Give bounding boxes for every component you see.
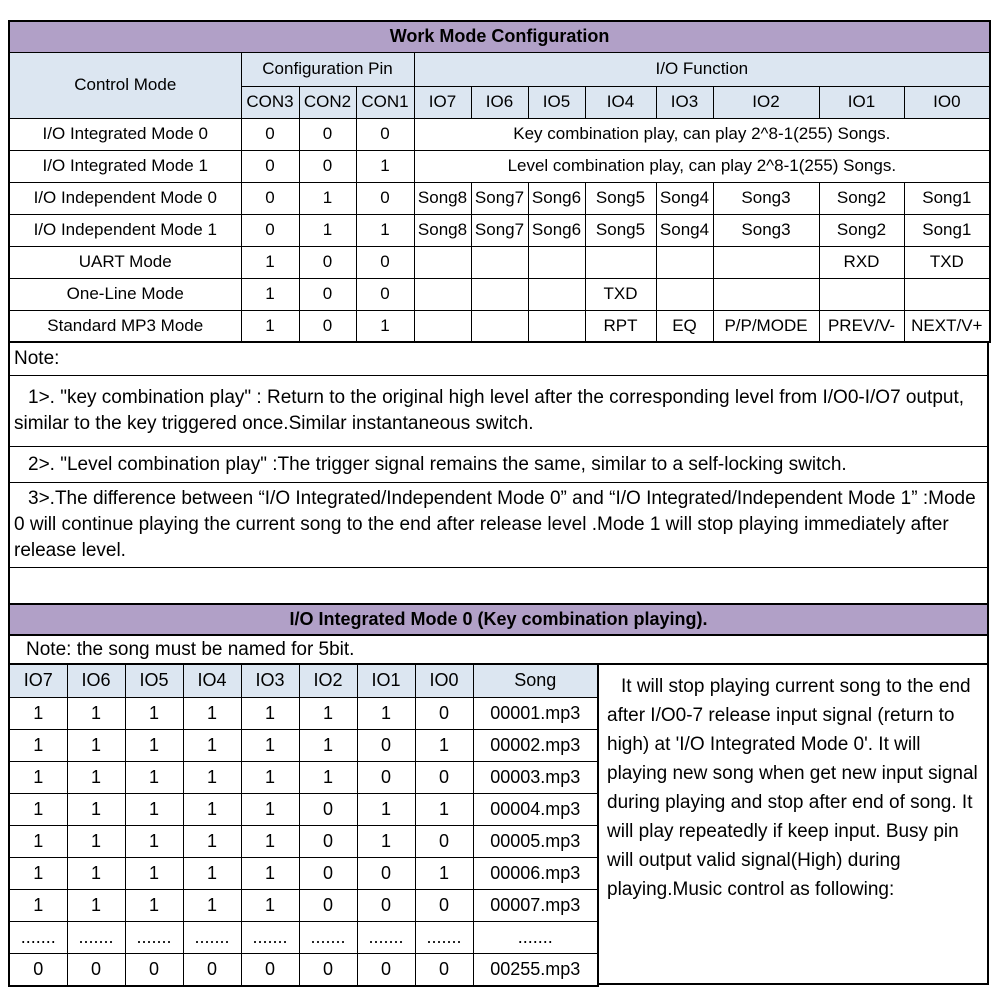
- bit-table-row: [9, 922, 598, 954]
- bit-value-cell: 1: [9, 890, 67, 922]
- con-value-cell: 1: [241, 310, 299, 342]
- bit-value-cell: 1: [67, 858, 125, 890]
- bit-value-cell: .......: [357, 922, 415, 954]
- bit-value-cell: 1: [183, 730, 241, 762]
- io-value-cell: [528, 246, 585, 278]
- io-value-cell: [819, 278, 904, 310]
- bit-table-row: [9, 730, 598, 762]
- bit-value-cell: 1: [9, 762, 67, 794]
- bit-value-cell: 1: [415, 794, 473, 826]
- io-value-cell: [713, 246, 819, 278]
- io-value-cell: [414, 278, 471, 310]
- bit-value-cell: .......: [183, 922, 241, 954]
- io-mode0-body: [8, 663, 989, 987]
- song-name-cell: 00002.mp3: [473, 730, 598, 762]
- io-value-cell: RXD: [819, 246, 904, 278]
- io-value-cell: P/P/MODE: [713, 310, 819, 342]
- io-function-span-cell: Level combination play, can play 2^8-1(255) Songs.: [414, 150, 990, 182]
- con-value-cell: 1: [356, 150, 414, 182]
- work-mode-title: Work Mode Configuration: [9, 21, 990, 52]
- con-value-cell: 1: [299, 214, 356, 246]
- note-item-3: 3>.The difference between “I/O Integrated/Independent Mode 0” and “I/O Integrated/Independent Mode 1” :Mode 0 will continue playing the current song to the end after release level .Mode 1 will stop playing immediately after release level.: [9, 483, 988, 568]
- bit-value-cell: 1: [125, 858, 183, 890]
- con-value-cell: 1: [356, 214, 414, 246]
- con-value-cell: 0: [299, 150, 356, 182]
- bit-value-cell: 0: [357, 954, 415, 986]
- note-item-row: [9, 376, 988, 447]
- bit-value-cell: 0: [299, 858, 357, 890]
- io-value-cell: [585, 246, 656, 278]
- con-value-cell: 0: [356, 246, 414, 278]
- bit-value-cell: 1: [67, 794, 125, 826]
- io-value-cell: Song5: [585, 182, 656, 214]
- io-mode0-title: I/O Integrated Mode 0 (Key combination playing).: [8, 603, 989, 636]
- bit-value-cell: 1: [125, 794, 183, 826]
- bit-value-cell: 0: [241, 954, 299, 986]
- io-value-cell: NEXT/V+: [904, 310, 990, 342]
- con-value-cell: 0: [356, 278, 414, 310]
- bit-value-cell: 1: [357, 794, 415, 826]
- con-value-cell: 0: [241, 118, 299, 150]
- notes-label-row: [9, 342, 988, 376]
- work-mode-row: [9, 246, 990, 278]
- io-value-cell: [471, 310, 528, 342]
- bit-table-row: [9, 890, 598, 922]
- bit-table-row: [9, 858, 598, 890]
- io-header-cell: IO0: [904, 86, 990, 118]
- io-value-cell: Song6: [528, 182, 585, 214]
- io-function-header: I/O Function: [414, 52, 990, 86]
- bit-header-cell: IO2: [299, 664, 357, 698]
- bit-value-cell: 1: [9, 698, 67, 730]
- con-value-cell: 1: [241, 246, 299, 278]
- io-value-cell: Song3: [713, 214, 819, 246]
- notes-table: [8, 341, 989, 605]
- bit-value-cell: .......: [241, 922, 299, 954]
- con-pin-header-cell: CON3: [241, 86, 299, 118]
- con-value-cell: 0: [299, 310, 356, 342]
- io-value-cell: [904, 278, 990, 310]
- bit-value-cell: 0: [125, 954, 183, 986]
- control-mode-cell: One-Line Mode: [9, 278, 241, 310]
- io-value-cell: [656, 278, 713, 310]
- bit-value-cell: 0: [299, 826, 357, 858]
- bit-value-cell: 1: [125, 698, 183, 730]
- bit-value-cell: 0: [299, 954, 357, 986]
- bit-value-cell: 1: [241, 826, 299, 858]
- bit-value-cell: 1: [357, 698, 415, 730]
- bit-value-cell: 0: [357, 890, 415, 922]
- bit-header-cell: Song: [473, 664, 598, 698]
- io-value-cell: Song3: [713, 182, 819, 214]
- note-item-1: 1>. "key combination play" : Return to the original high level after the corresponding level from I/O0-I/O7 output, similar to the key triggered once.Similar instantaneous switch.: [9, 376, 988, 447]
- io-value-cell: Song8: [414, 214, 471, 246]
- bit-value-cell: 1: [241, 698, 299, 730]
- bit-header-cell: IO0: [415, 664, 473, 698]
- work-mode-row: [9, 182, 990, 214]
- bit-value-cell: 0: [9, 954, 67, 986]
- bit-value-cell: 1: [9, 826, 67, 858]
- note-item-2: 2>. "Level combination play" :The trigger signal remains the same, similar to a self-locking switch.: [9, 447, 988, 483]
- bit-value-cell: 1: [357, 826, 415, 858]
- bit-table-row: [9, 794, 598, 826]
- bit-value-cell: 1: [415, 858, 473, 890]
- con-pin-header-cell: CON1: [356, 86, 414, 118]
- bit-value-cell: 0: [415, 954, 473, 986]
- con-value-cell: 0: [356, 118, 414, 150]
- bit-header-cell: IO4: [183, 664, 241, 698]
- bit-value-cell: 1: [67, 890, 125, 922]
- io-value-cell: Song7: [471, 182, 528, 214]
- bit-value-cell: 1: [415, 730, 473, 762]
- bit-value-cell: 1: [183, 762, 241, 794]
- io-header-cell: IO5: [528, 86, 585, 118]
- work-mode-title-row: [9, 21, 990, 52]
- work-mode-body: [9, 118, 990, 342]
- io-header-cell: IO1: [819, 86, 904, 118]
- io-value-cell: TXD: [585, 278, 656, 310]
- io-value-cell: Song5: [585, 214, 656, 246]
- song-name-cell: .......: [473, 922, 598, 954]
- con-value-cell: 1: [356, 310, 414, 342]
- bit-value-cell: 1: [9, 858, 67, 890]
- work-mode-row: [9, 150, 990, 182]
- group-header-row: [9, 52, 990, 86]
- io-value-cell: [713, 278, 819, 310]
- bit-value-cell: 0: [357, 762, 415, 794]
- control-mode-cell: I/O Integrated Mode 1: [9, 150, 241, 182]
- bit-header-cell: IO6: [67, 664, 125, 698]
- notes-empty-cell: [9, 568, 988, 604]
- note-item-row: [9, 447, 988, 483]
- io-value-cell: [528, 310, 585, 342]
- bit-value-cell: 1: [241, 730, 299, 762]
- control-mode-cell: Standard MP3 Mode: [9, 310, 241, 342]
- con-value-cell: 1: [299, 182, 356, 214]
- control-mode-header: Control Mode: [9, 52, 241, 118]
- io-value-cell: [528, 278, 585, 310]
- bit-value-cell: 1: [299, 730, 357, 762]
- bit-value-cell: 1: [241, 858, 299, 890]
- con-value-cell: 0: [241, 182, 299, 214]
- bit-value-cell: 1: [67, 762, 125, 794]
- bit-value-cell: 1: [9, 794, 67, 826]
- bit-value-cell: 0: [415, 698, 473, 730]
- bit-value-cell: .......: [9, 922, 67, 954]
- bit-table-header-row: [9, 664, 598, 698]
- song-name-cell: 00007.mp3: [473, 890, 598, 922]
- song-name-cell: 00005.mp3: [473, 826, 598, 858]
- bit-value-cell: .......: [299, 922, 357, 954]
- notes-empty-row: [9, 568, 988, 604]
- bit-value-cell: 1: [125, 890, 183, 922]
- bit-value-cell: 1: [241, 762, 299, 794]
- bit-value-cell: 0: [299, 890, 357, 922]
- io-value-cell: Song1: [904, 214, 990, 246]
- work-mode-row: [9, 214, 990, 246]
- bit-value-cell: 0: [183, 954, 241, 986]
- bit-value-cell: 1: [183, 826, 241, 858]
- bit-value-cell: 1: [183, 794, 241, 826]
- bit-song-table: [8, 663, 599, 987]
- io-header-cell: IO7: [414, 86, 471, 118]
- work-mode-table: [8, 20, 991, 343]
- control-mode-cell: I/O Integrated Mode 0: [9, 118, 241, 150]
- mode0-description: It will stop playing current song to the end after I/O0-7 release input signal (return to high) at 'I/O Integrated Mode 0'. It will playing new song when get new input signal during playing and stop after end of song. It will play repeatedly if keep input. Busy pin will output valid signal(High) during playing.Music control as following:: [597, 663, 989, 985]
- bit-value-cell: .......: [67, 922, 125, 954]
- bit-value-cell: 0: [415, 890, 473, 922]
- io-header-cell: IO3: [656, 86, 713, 118]
- con-pin-header-cell: CON2: [299, 86, 356, 118]
- bit-header-cell: IO5: [125, 664, 183, 698]
- con-value-cell: 0: [241, 214, 299, 246]
- io-value-cell: [414, 310, 471, 342]
- io-mode0-note: Note: the song must be named for 5bit.: [8, 634, 989, 665]
- control-mode-cell: UART Mode: [9, 246, 241, 278]
- io-value-cell: Song7: [471, 214, 528, 246]
- bit-value-cell: 0: [299, 794, 357, 826]
- bit-header-cell: IO7: [9, 664, 67, 698]
- io-header-cell: IO2: [713, 86, 819, 118]
- io-value-cell: EQ: [656, 310, 713, 342]
- bit-value-cell: 1: [241, 890, 299, 922]
- datasheet-page: [8, 20, 989, 987]
- bit-value-cell: 0: [67, 954, 125, 986]
- con-value-cell: 0: [299, 278, 356, 310]
- bit-table-row: [9, 954, 598, 986]
- bit-value-cell: 1: [183, 890, 241, 922]
- con-value-cell: 0: [299, 118, 356, 150]
- io-value-cell: Song2: [819, 214, 904, 246]
- bit-value-cell: 0: [357, 730, 415, 762]
- bit-value-cell: 1: [67, 698, 125, 730]
- bit-value-cell: 1: [183, 698, 241, 730]
- io-value-cell: Song4: [656, 182, 713, 214]
- bit-table-row: [9, 826, 598, 858]
- io-value-cell: Song2: [819, 182, 904, 214]
- configuration-pin-header: Configuration Pin: [241, 52, 414, 86]
- song-name-cell: 00255.mp3: [473, 954, 598, 986]
- song-name-cell: 00003.mp3: [473, 762, 598, 794]
- io-value-cell: Song6: [528, 214, 585, 246]
- io-value-cell: [414, 246, 471, 278]
- bit-value-cell: 1: [9, 730, 67, 762]
- bit-header-cell: IO1: [357, 664, 415, 698]
- io-header-cell: IO4: [585, 86, 656, 118]
- work-mode-row: [9, 278, 990, 310]
- con-value-cell: 0: [299, 246, 356, 278]
- io-function-span-cell: Key combination play, can play 2^8-1(255) Songs.: [414, 118, 990, 150]
- song-name-cell: 00004.mp3: [473, 794, 598, 826]
- con-value-cell: 0: [241, 150, 299, 182]
- con-value-cell: 1: [241, 278, 299, 310]
- bit-value-cell: 0: [357, 858, 415, 890]
- bit-value-cell: 0: [415, 826, 473, 858]
- note-item-row: [9, 483, 988, 568]
- bit-table-body: [9, 698, 598, 986]
- notes-label: Note:: [9, 342, 988, 376]
- bit-value-cell: 1: [241, 794, 299, 826]
- bit-value-cell: .......: [415, 922, 473, 954]
- con-value-cell: 0: [356, 182, 414, 214]
- io-value-cell: Song8: [414, 182, 471, 214]
- bit-table-row: [9, 762, 598, 794]
- bit-value-cell: 1: [67, 826, 125, 858]
- bit-value-cell: 0: [415, 762, 473, 794]
- bit-value-cell: .......: [125, 922, 183, 954]
- io-value-cell: [471, 246, 528, 278]
- io-value-cell: TXD: [904, 246, 990, 278]
- control-mode-cell: I/O Independent Mode 0: [9, 182, 241, 214]
- io-header-cell: IO6: [471, 86, 528, 118]
- song-name-cell: 00001.mp3: [473, 698, 598, 730]
- work-mode-row: [9, 310, 990, 342]
- io-value-cell: Song1: [904, 182, 990, 214]
- io-value-cell: [656, 246, 713, 278]
- bit-value-cell: 1: [125, 730, 183, 762]
- bit-value-cell: 1: [125, 762, 183, 794]
- bit-value-cell: 1: [125, 826, 183, 858]
- io-value-cell: Song4: [656, 214, 713, 246]
- bit-table-row: [9, 698, 598, 730]
- bit-value-cell: 1: [299, 762, 357, 794]
- control-mode-cell: I/O Independent Mode 1: [9, 214, 241, 246]
- bit-value-cell: 1: [299, 698, 357, 730]
- song-name-cell: 00006.mp3: [473, 858, 598, 890]
- bit-value-cell: 1: [67, 730, 125, 762]
- io-value-cell: RPT: [585, 310, 656, 342]
- work-mode-row: [9, 118, 990, 150]
- io-value-cell: [471, 278, 528, 310]
- bit-value-cell: 1: [183, 858, 241, 890]
- bit-header-cell: IO3: [241, 664, 299, 698]
- io-value-cell: PREV/V-: [819, 310, 904, 342]
